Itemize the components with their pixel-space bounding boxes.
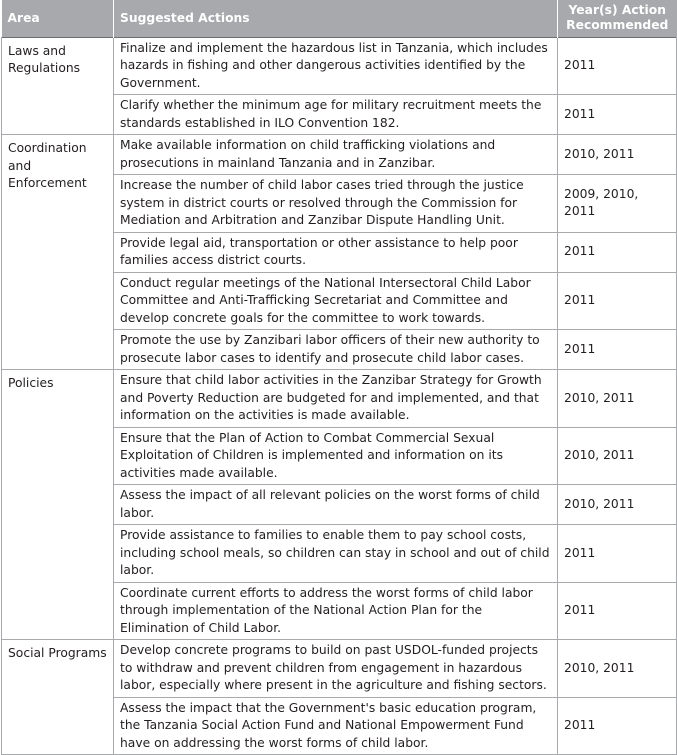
action-cell: Promote the use by Zanzibari labor officers of their new authority to prosecute labor cases to identify and prosecute child labor cases. [114,330,558,370]
table-header-row [2,0,677,37]
action-cell: Ensure that child labor activities in the Zanzibar Strategy for Growth and Poverty Reduction are budgeted for and implemented, and that information on the activities is made available. [114,370,558,428]
area-cell: Laws and Regulations [2,37,114,135]
action-cell: Finalize and implement the hazardous list in Tanzania, which includes hazards in fishing and other dangerous activities identified by the Government. [114,37,558,95]
year-cell: 2011 [558,37,677,95]
year-cell: 2011 [558,525,677,583]
action-cell: Clarify whether the minimum age for military recruitment meets the standards established in ILO Convention 182. [114,95,558,135]
table-row [2,370,677,428]
action-cell: Conduct regular meetings of the National Intersectoral Child Labor Committee and Anti-Trafficking Secretariat and Committee and develop concrete goals for the committee to work towards. [114,272,558,330]
table-row [2,640,677,698]
action-cell: Ensure that the Plan of Action to Combat Commercial Sexual Exploitation of Children is implemented and information on its activities made available. [114,427,558,485]
suggested-actions-table [1,0,677,755]
column-header-year: Year(s) Action Recommended [558,0,677,37]
year-cell: 2010, 2011 [558,370,677,428]
action-cell: Increase the number of child labor cases tried through the justice system in district courts or resolved through the Commission for Mediation and Arbitration and Zanzibar Dispute Handling Unit. [114,175,558,233]
action-cell: Make available information on child trafficking violations and prosecutions in mainland Tanzania and in Zanzibar. [114,135,558,175]
year-cell: 2010, 2011 [558,427,677,485]
year-cell: 2011 [558,95,677,135]
year-cell: 2010, 2011 [558,640,677,698]
action-cell: Assess the impact that the Government's basic education program, the Tanzania Social Action Fund and National Empowerment Fund have on addressing the worst forms of child labor. [114,697,558,755]
year-cell: 2010, 2011 [558,485,677,525]
action-cell: Provide assistance to families to enable them to pay school costs, including school meals, so children can stay in school and out of child labor. [114,525,558,583]
column-header-area: Area [2,0,114,37]
area-cell: Coordination and Enforcement [2,135,114,370]
year-cell: 2009, 2010, 2011 [558,175,677,233]
action-cell: Provide legal aid, transportation or other assistance to help poor families access district courts. [114,232,558,272]
year-cell: 2011 [558,232,677,272]
year-cell: 2010, 2011 [558,135,677,175]
year-cell: 2011 [558,582,677,640]
area-cell: Social Programs [2,640,114,755]
column-header-actions: Suggested Actions [114,0,558,37]
action-cell: Assess the impact of all relevant policies on the worst forms of child labor. [114,485,558,525]
action-cell: Develop concrete programs to build on past USDOL-funded projects to withdraw and prevent children from engagement in hazardous labor, especially where present in the agriculture and fishing sectors. [114,640,558,698]
table-row [2,135,677,175]
action-cell: Coordinate current efforts to address the worst forms of child labor through implementation of the National Action Plan for the Elimination of Child Labor. [114,582,558,640]
year-cell: 2011 [558,697,677,755]
year-cell: 2011 [558,272,677,330]
year-cell: 2011 [558,330,677,370]
table-row [2,37,677,95]
area-cell: Policies [2,370,114,640]
